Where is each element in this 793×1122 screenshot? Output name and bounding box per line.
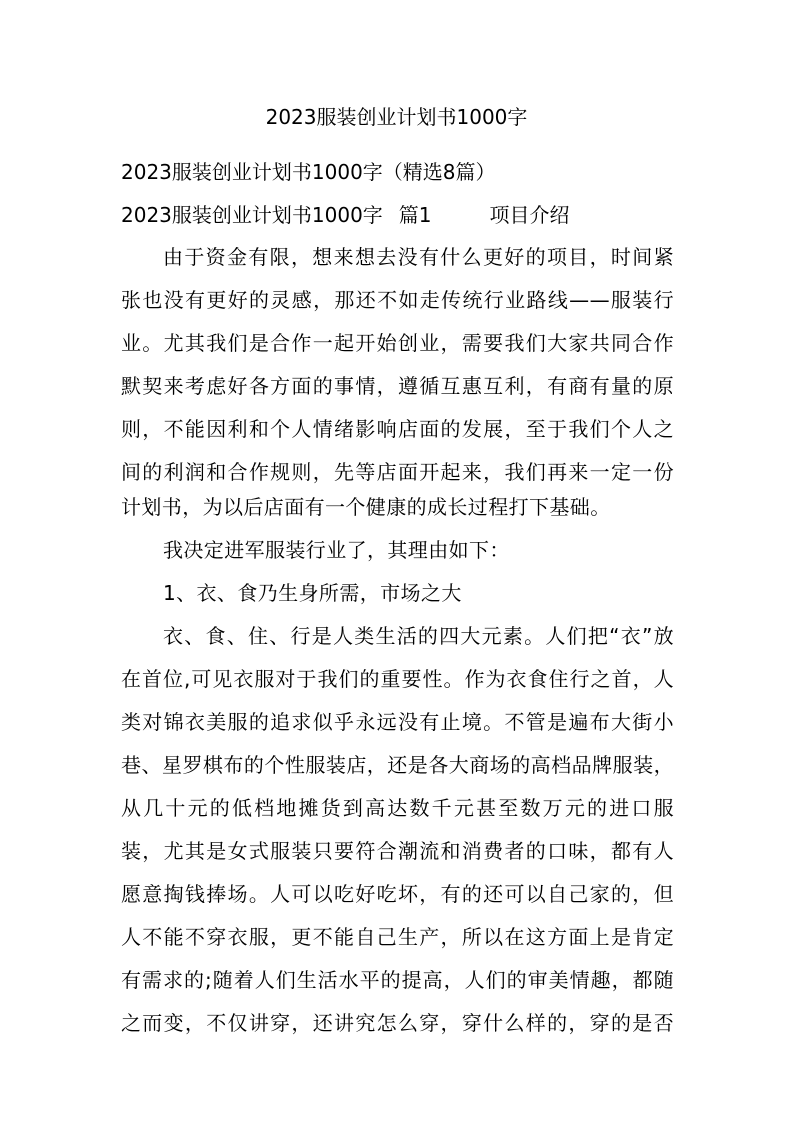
paragraph-line: 人不能不穿衣服，更不能自己生产，所以在这方面上是肯定 <box>121 925 674 949</box>
paragraph-line: 计划书，为以后店面有一个健康的成长过程打下基础。 <box>121 495 611 519</box>
paragraph-line: 1、衣、食乃生身所需，市场之大 <box>163 581 462 605</box>
paragraph-line: 由于资金有限，想来想去没有什么更好的项目，时间紧 <box>163 245 674 269</box>
document-title: 2023服装创业计划书1000字 <box>265 105 528 129</box>
paragraph-line: 衣、食、住、行是人类生活的四大元素。人们把“衣”放 <box>163 624 674 648</box>
paragraph-line: 巷、星罗棋布的个性服装店，还是各大商场的高档品牌服装， <box>121 753 674 777</box>
paragraph-line: 业。尤其我们是合作一起开始创业，需要我们大家共同合作 <box>121 331 674 355</box>
document-subtitle: 2023服装创业计划书1000字（精选8篇） <box>121 160 496 184</box>
paragraph-line: 默契来考虑好各方面的事情，遵循互惠互利，有商有量的原 <box>121 374 674 398</box>
paragraph-line: 在首位,可见衣服对于我们的重要性。作为衣食住行之首，人 <box>121 667 674 691</box>
paragraph-line: 则，不能因利和个人情绪影响店面的发展，至于我们个人之 <box>121 417 674 441</box>
paragraph-line: 有需求的;随着人们生活水平的提高，人们的审美情趣，都随 <box>121 968 674 992</box>
paragraph-line: 装，尤其是女式服装只要符合潮流和消费者的口味，都有人 <box>121 839 674 863</box>
paragraph-line: 愿意掏钱捧场。人可以吃好吃坏，有的还可以自己家的，但 <box>121 882 674 906</box>
paragraph-line: 间的利润和合作规则，先等店面开起来，我们再来一定一份 <box>121 460 674 484</box>
paragraph-line: 之而变，不仅讲穿，还讲究怎么穿，穿什么样的，穿的是否 <box>121 1011 674 1035</box>
paragraph-line: 类对锦衣美服的追求似乎永远没有止境。不管是遍布大街小 <box>121 710 674 734</box>
paragraph-line: 张也没有更好的灵感，那还不如走传统行业路线——服装行 <box>121 288 674 312</box>
section-part: 篇1 <box>398 203 432 227</box>
paragraph-line: 我决定进军服装行业了，其理由如下： <box>163 538 510 562</box>
section-doc-name: 2023服装创业计划书1000字 <box>121 203 383 227</box>
section-label: 项目介绍 <box>489 203 570 227</box>
paragraph-line: 从几十元的低档地摊货到高达数千元甚至数万元的进口服 <box>121 796 674 820</box>
section-heading <box>121 198 570 232</box>
